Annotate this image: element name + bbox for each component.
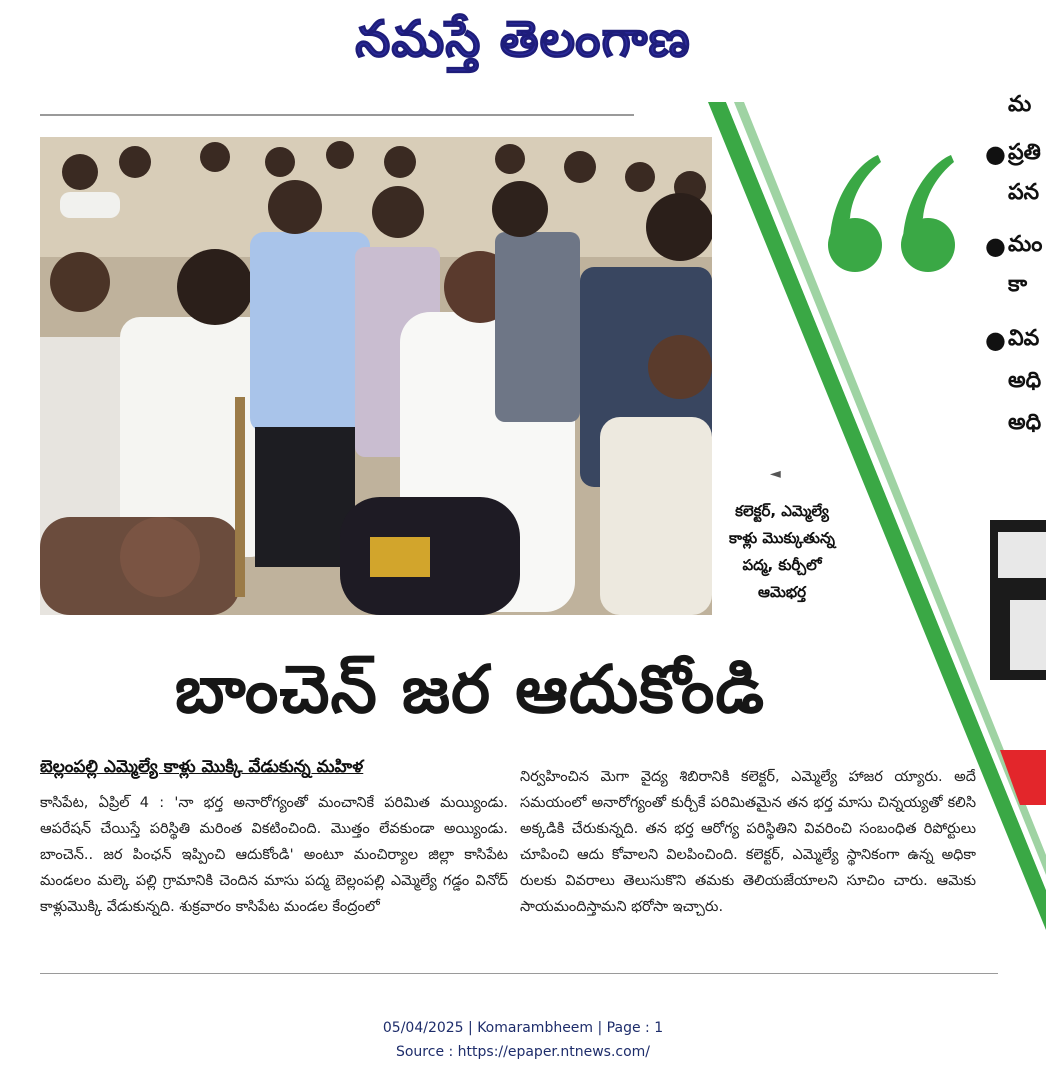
bullet-icon: ●: [985, 140, 1006, 168]
bottom-divider: [40, 973, 998, 974]
body-left-text: కాసిపేట, ఏప్రిల్ 4 : 'నా భర్త అనారోగ్యంతో మంచానికే పరిమిత మయ్యిండు. ఆపరేషన్ చేయిస్తే పరిస్థితి మరింత వికటించింది. మొత్తం లేవకుండా అయ్యిండు. బాంచెన్.. జర పింఛన్ ఇప్పించి ఆదుకోండి' అంటూ మంచిర్యాల జిల్లా కాసిపేట మండలం మల్కె పల్లి గ్రామానికి చెందిన మాసు పద్మ బెల్లంపల్లి ఎమ్మెల్యే గడ్డం వినోద్ కాళ్లుమొక్కి వేడుకున్నది. శుక్రవారం కాసిపేట మండల కేంద్రంలో: [40, 795, 508, 915]
photo-caption: కలెక్టర్, ఎమ్మెల్యే కాళ్లు మొక్కుతున్న పద్మ, కుర్చీలో ఆమెభర్త: [729, 502, 835, 601]
top-divider: [40, 114, 634, 116]
bullet-icon: ●: [985, 326, 1006, 354]
article-body-left: [40, 790, 508, 960]
right-col-text-2: పన: [1008, 180, 1040, 205]
footer-meta: 05/04/2025 | Komarambheem | Page : 1: [382, 1020, 664, 1036]
right-col-text-7: అధి: [1008, 410, 1042, 435]
right-col-text-4: కా: [1008, 272, 1028, 297]
body-right-text: నిర్వహించిన మెగా వైద్య శిబిరానికి కలెక్టర్, ఎమ్మెల్యే హాజర య్యారు. అదే సమయంలో అనారోగ్యంతో కుర్చీకే పరిమితమైన తన భర్త మాసు చిన్నయ్యతో కలిసి అక్కడికి చేరుకున్నది. తన భర్త ఆరోగ్య పరిస్థితిని వివరించి సంబంధిత రిపోర్టులు చూపించి ఆదు కోవాలని విలపించింది. కలెక్టర్, ఎమ్మెల్యే స్థానికంగా ఉన్న అధికా రులకు వివరాలు తెలుసుకొని తమకు తెలియజేయాలని సూచిం చారు. ఆమెకు సాయమందిస్తామని భరోసా ఇచ్చారు.: [520, 769, 976, 915]
right-col-text-5: వివ: [1008, 326, 1040, 351]
right-col-text-1: ప్రతి: [1008, 140, 1041, 165]
bullet-icon: ●: [985, 232, 1006, 260]
article-body-right: [520, 764, 976, 960]
right-col-text-0: మ: [1008, 92, 1032, 117]
footer-source: Source : https://epaper.ntnews.com/: [395, 1044, 651, 1060]
right-col-text-6: అధి: [1008, 368, 1042, 393]
masthead-title: నమస్తే తెలంగాణ: [355, 10, 691, 68]
news-photo: [40, 137, 712, 615]
crowd-photo-illustration: [40, 137, 712, 615]
article-headline: బాంచెన్ జర ఆదుకోండి: [174, 651, 766, 728]
caption-arrow-icon: ◄: [770, 466, 781, 482]
article-subheadline: బెల్లంపల్లి ఎమ్మెల్యే కాళ్లు మొక్కి వేడుకున్న మహిళ: [40, 757, 364, 777]
right-col-text-3: మం: [1008, 232, 1043, 257]
quote-mark-icon: [828, 155, 955, 272]
